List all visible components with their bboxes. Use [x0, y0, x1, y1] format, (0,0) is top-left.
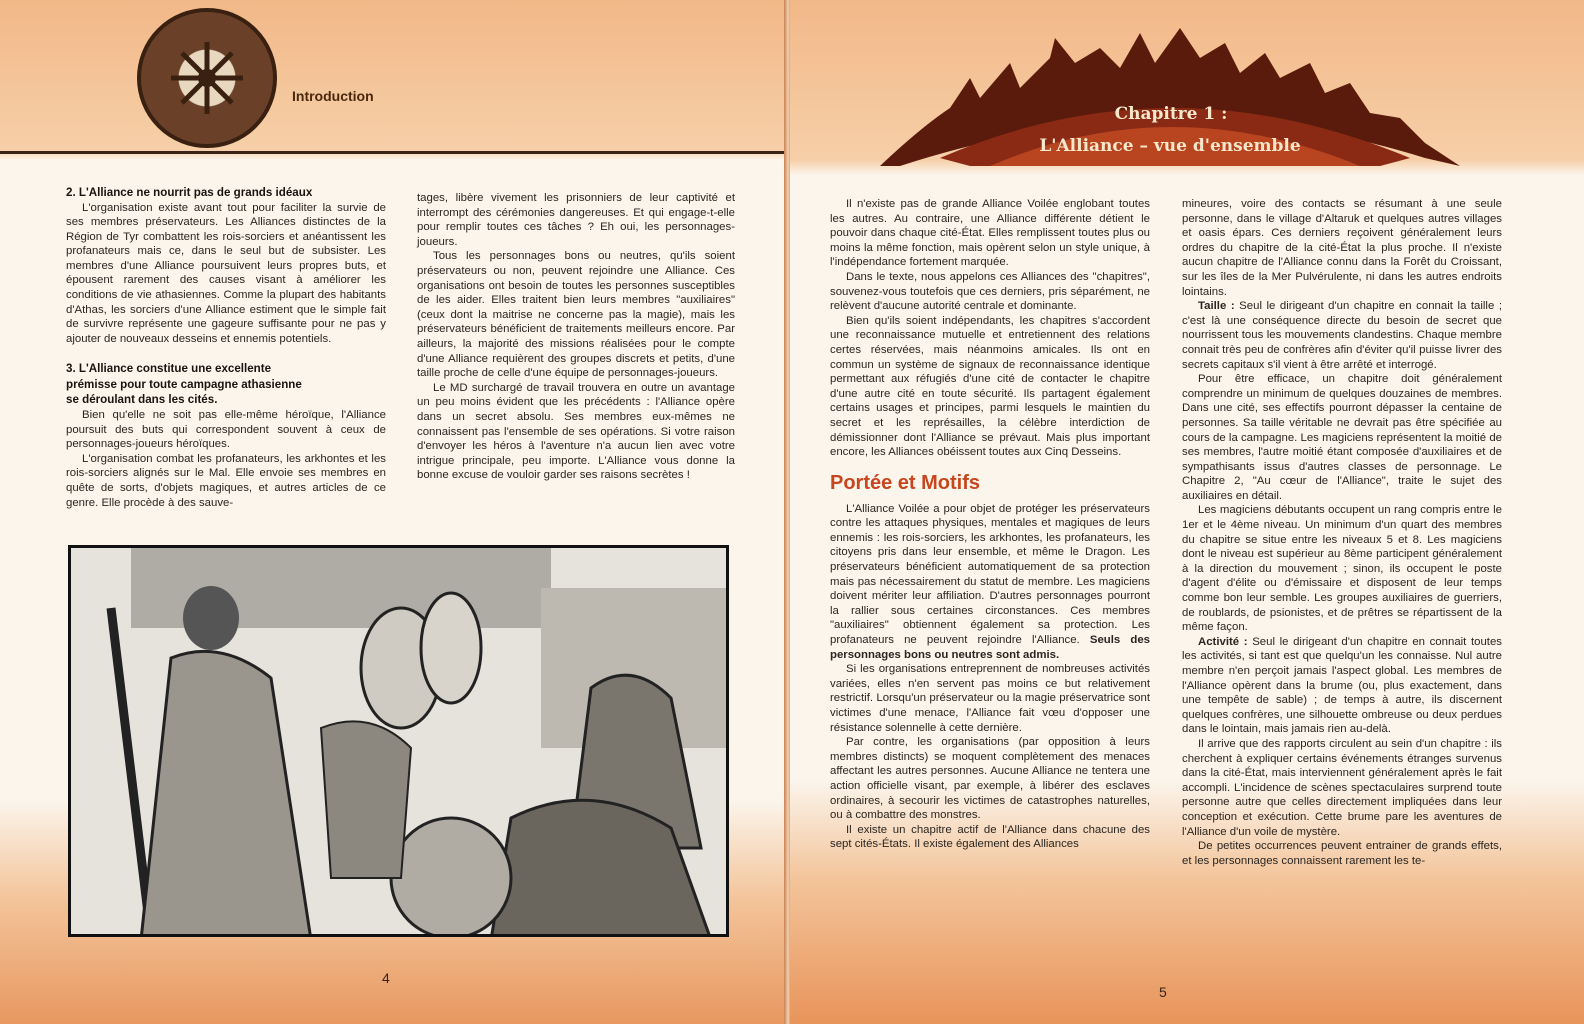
paragraph: Les magiciens débutants occupent un rang compris entre le 1er et le 4ème niveau. Un minimum d'un quart des membres du chapitre se situe entre les niveaux 5 et 8. Les magiciens dont le niveau est supérieur au 8ème participent généralement à la direction du mouvement ; sinon, ils occupent le poste d'agent d'élite ou d'émissaire et disposent de leur temps comme bon leur semble. Les groupes auxiliaires de guerriers, de roublards, de psionistes, et de prêtres se répartissent de la même façon.: [1182, 504, 1502, 634]
heading-line: 3. L'Alliance constitue une excellente: [66, 362, 272, 376]
left-column-1: [66, 185, 386, 510]
paragraph: Il n'existe pas de grande Alliance Voilée englobant toutes les autres. Au contraire, une Alliance différente détient le pouvoir dans chaque cité-État. Elles remplissent toutes plus ou moins la même fonction, mais opèrent selon un style unique, à l'indépendance fortement marquée.: [830, 198, 1150, 269]
paragraph: Si les organisations entreprennent de nombreuses activités variées, elles n'en servent pas moins ce but relativement restrictif. Lorsqu'un préservateur ou la magie préservatrice sont victimes d'une menace, l'Alliance fait vœu d'opposer une résistance solennelle à cette dernière.: [830, 663, 1150, 734]
bold-statement: Seuls des personnages bons ou neutres sont admis.: [830, 634, 1150, 661]
paragraph: [830, 502, 1150, 663]
paragraph: [1182, 635, 1502, 737]
chapter-number: Chapitre 1 :: [1114, 104, 1228, 124]
left-column-2: [417, 191, 735, 483]
paragraph: Pour être efficace, un chapitre doit généralement comprendre un minimum de quelques douzaines de membres. Dans une cité, ses effectifs pourront dépasser la centaine de personnes. Sa taille véritable ne devrait pas être spécifiée au cours de la campagne. Les magiciens représentent la moitié de ses membres, l'autre moitié étant composée d'auxiliaires et de sympathisants issus d'autres classes de personnage. Le Chapitre 2, "Au cœur de l'Alliance", traite le sujet des auxiliaires en détail.: [1182, 373, 1502, 502]
header-rule: [0, 151, 786, 154]
run-in-label: Activité :: [1198, 635, 1248, 648]
section-heading: 2. L'Alliance ne nourrit pas de grands idéaux: [66, 186, 313, 199]
section-heading: Portée et Motifs: [830, 471, 981, 494]
paragraph: Par contre, les organisations (par opposition à leurs membres distincts) se moquent complètement des menaces affectant les autres personnes. Aucune Alliance ne tentera une action officielle visant, par exemple, à libérer des esclaves ordinaires, à secourir les victimes de catastrophes naturelles, ou à combattre des monstres.: [830, 736, 1150, 822]
right-page: [790, 0, 1584, 1024]
paragraph: [1182, 299, 1502, 372]
paragraph: tages, libère vivement les prisonniers de leur captivité et interrompt des cérémonies dangereuses. Et qui engage-t-elle pour remplir toutes ces tâches ? Eh oui, les personnages-joueurs.: [417, 192, 735, 248]
paragraph: Il arrive que des rapports circulent au sein d'un chapitre : ils cherchent à expliquer certains événements étranges survenus dans la cité-État, mais interviennent généralement après le fait accompli. L'incidence de scènes spectaculaires surprend toute personne autre que celles directement impliquées dans leur conception et exécution. Cette brume pare les aventures de l'Alliance d'un voile de mystère.: [1182, 737, 1502, 838]
running-header: Introduction: [292, 88, 374, 104]
section-heading: [66, 361, 386, 408]
left-page: [0, 0, 786, 1024]
paragraph: Bien qu'ils soient indépendants, les chapitres s'accordent une reconnaissance mutuelle et entretiennent des relations certes réservées, mais néanmoins amicales. Ils ont en commun un système de signaux de reconnaissance identique permettant aux réfugiés d'une cité de contacter le chapitre d'une autre cité en toute sécurité. Ils partagent également certains usages et principes, parmi lesquels le maintien du secret et les représailles, la célèbre interdiction de démissionner dont l'Alliance se prévaut. Mais plus important encore, les Alliances obéissent toutes aux Cinq Desseins.: [830, 314, 1150, 459]
page-number: 4: [382, 970, 390, 986]
heading-line: prémisse pour toute campagne athasienne: [66, 377, 302, 391]
paragraph: Il existe un chapitre actif de l'Alliance dans chacune des sept cités-États. Il existe également des Alliances: [830, 823, 1150, 851]
illustration: [68, 545, 729, 937]
paragraph: Dans le texte, nous appelons ces Alliances des "chapitres", souvenez-vous toutefois que ces derniers, pris séparément, ne relèvent d'aucune autorité centrale et dominante.: [830, 270, 1150, 313]
paragraph-text: Seul le dirigeant d'un chapitre en connait toutes les activités, si tant est que quelqu'un les connaisse. Nul autre membre n'en perçoit jamais l'aspect global. Les membres de l'Alliance opèrent dans la brume (ou, plus exactement, dans une tempête de sable) ; de temps à autre, ils discernent quelques confrères, une silhouette ombreuse ou deux perdues dans le lointain, mais jamais rien au-delà.: [1182, 635, 1502, 736]
paragraph: L'organisation combat les profanateurs, les arkhontes et les rois-sorciers alignés sur le Mal. Elle envoie ses membres en quête de sorts, d'objets magiques, et autres articles de ce genre. Elle procède à des sauve-: [66, 452, 386, 509]
paragraph-text: L'Alliance Voilée a pour objet de protéger les préservateurs contre les attaques physiques, mentales et magiques de leurs ennemis : les rois-sorciers, les arkhontes, les profanateurs, les citoyens pris dans leur ensemble, et même le Dragon. Les préservateurs bénéficient automatiquement de sa protection mais pas nécessairement du statut de membre. Les magiciens doivent mériter leur affiliation. D'autres personnages pourront la rallier sous certaines circonstances. Ces membres "auxiliaires" obtiennent également sa protection. Les profanateurs ne peuvent rejoindre l'Alliance.: [830, 502, 1150, 647]
paragraph: Bien qu'elle ne soit pas elle-même héroïque, l'Alliance poursuit des buts qui correspondent souvent à ceux de personnages-joueurs héroïques.: [66, 408, 386, 451]
right-column-1: [830, 197, 1150, 852]
paragraph: mineures, voire des contacts se résumant à une seule personne, dans le village d'Altaruk et quelques autres villages et oasis épars. Ces derniers reçoivent généralement leurs ordres du chapitre de la cité-État la plus proche. Il n'existe aucun chapitre de l'Alliance connu dans la Forêt du Croissant, sur les îles de la Mer Pulvérulente, ni dans les autres endroits lointains.: [1182, 198, 1502, 298]
chaos-star-emblem-icon: [137, 8, 277, 148]
paragraph: L'organisation existe avant tout pour faciliter la survie de ses membres préservateurs. Les Alliances distinctes de la Région de Tyr combattent les rois-sorciers et anéantissent les profanateurs mais ce, dans le seul but de subsister. Les membres d'une Alliance poursuivent leurs propres buts, et épousent rarement des causes visant à améliorer les conditions de vie athasiennes. Comme la plupart des habitants d'Athas, les sorciers d'une Alliance estiment que le simple fait de survivre représente une gageure suffisante pour ne pas y ajouter de nouveaux desseins et ennemis potentiels.: [66, 201, 386, 345]
run-in-label: Taille :: [1198, 300, 1235, 313]
paragraph: De petites occurrences peuvent entrainer de grands effets, et les personnages connaissent rarement les te-: [1182, 840, 1502, 867]
paragraph: Tous les personnages bons ou neutres, qu'ils soient préservateurs ou non, peuvent rejoindre une Alliance. Ces organisations ont besoin de toutes les personnes susceptibles de les aider. Elles traitent bien leurs membres "auxiliaires" (ceux dont la maitrise ne concerne pas la magie), mais les préservateurs bénéficient de traitements meilleurs encore. Par ailleurs, la majorité des missions réalisées pour le compte d'une Alliance requièrent des groupes discrets et petits, d'une taille proche de celle d'une équipe de personnages-joueurs.: [417, 250, 735, 380]
paragraph: Le MD surchargé de travail trouvera en outre un avantage un peu moins évident que les précédents : l'Alliance opère dans un secret absolu. Ses membres eux-mêmes ne connaissent pas l'ensemble de ses opérations. Si votre raison d'envoyer les héros à l'aventure n'a aucun lien avec votre intrigue principale, peu importe. L'Alliance vous donne la bonne excuse de vouloir garder ses raisons secrètes !: [417, 381, 735, 482]
heading-line: se déroulant dans les cités.: [66, 393, 218, 407]
paragraph-text: Seul le dirigeant d'un chapitre en connait la taille ; c'est là une conséquence directe du besoin de secret que nourrissent tous les mouvements clandestins. Chaque membre connait très peu de confrères afin d'éviter qu'il puisse livrer des secrets capitaux s'il vient à être arrêté et interrogé.: [1182, 300, 1502, 371]
chapter-title: L'Alliance – vue d'ensemble: [1039, 136, 1301, 156]
page-number: 5: [1159, 984, 1167, 1000]
right-column-2: [1182, 197, 1502, 868]
